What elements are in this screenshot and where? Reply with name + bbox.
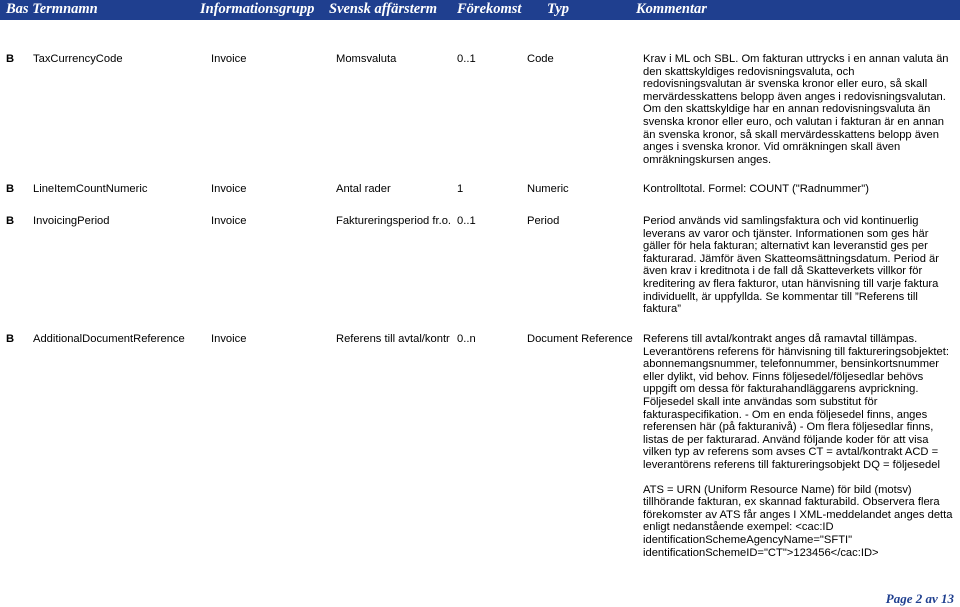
row-group: Invoice xyxy=(211,215,247,227)
table-header xyxy=(0,0,960,20)
header-svensk-affarsterm: Svensk affärsterm xyxy=(329,1,438,17)
row-marker: B xyxy=(6,53,15,65)
row-group: Invoice xyxy=(211,333,247,345)
row-term: LineItemCountNumeric xyxy=(33,183,148,195)
row-occurrence: 0..1 xyxy=(457,53,476,65)
header-kommentar: Kommentar xyxy=(636,1,707,17)
row-occurrence: 1 xyxy=(457,183,464,195)
row-group: Invoice xyxy=(211,183,247,195)
row-comment xyxy=(643,215,953,316)
row-comment-text: Krav i ML och SBL. Om fakturan uttrycks i en annan valuta än den skattskyldiges redovisningsvaluta, och redovisningsvalutan är svenska kronor eller euro, så skall mervärdesskattens belopp även anges i redovisningsvalutan. Om den skattskyldige har en annan redovisningsvaluta än svenska kronor eller euro, och valutan i fakturan är en annan än svenska kronor, så skall mervärdesskattens belopp även anges i svenska kronor. Vid omräkningen skall även omräkningskursen anges. xyxy=(643,53,949,166)
row-swedish-term: Referens till avtal/kontr xyxy=(336,333,450,345)
row-comment-text: Referens till avtal/kontrakt anges då ramavtal tillämpas. Leverantörens referens för hänvisning till faktureringsobjektet: abonnemangsnummer, telefonnummer, bensinkortsnummer eller dylikt, vid behov. Finns följesedel/följesedlar behövs uppgift om dessa för fakturahandläggarens avprickning. Följesedel skall inte användas som substitut för fakturaspecifikation. - Om en enda följesedel finns, anges referensen här (på fakturanivå) - Om flera följesedlar finns, listas de per fakturarad. Använd följande koder för att visa vilken typ av referens som avses CT = avtal/kontrakt ACD = leverantörens referens till faktureringsobjekt DQ = följesedel xyxy=(643,333,949,471)
row-type: Document Reference xyxy=(527,333,633,345)
row-swedish-term: Faktureringsperiod fr.o. xyxy=(336,215,452,227)
row-marker: B xyxy=(6,183,15,195)
row-term: TaxCurrencyCode xyxy=(33,53,123,65)
row-comment xyxy=(643,183,953,196)
row-swedish-term: Antal rader xyxy=(336,183,391,195)
row-comment-extra: ATS = URN (Uniform Resource Name) för bild (motsv) tillhörande fakturan, ex skannad fakturabild. Observera flera förekomster av ATS får anges I XML-meddelandet anges detta enligt nedanstående exempel: <cac:ID identificationSchemeAgencyName="SFTI" identificationSchemeID="CT">123456</cac:ID> xyxy=(643,483,953,559)
row-marker: B xyxy=(6,333,15,345)
row-group: Invoice xyxy=(211,53,247,65)
row-term: AdditionalDocumentReference xyxy=(33,333,185,345)
row-type: Numeric xyxy=(527,183,569,195)
row-term: InvoicingPeriod xyxy=(33,215,110,227)
header-informationsgrupp: Informationsgrupp xyxy=(200,1,315,17)
header-bas-termnamn: Bas Termnamn xyxy=(6,1,98,17)
row-type: Code xyxy=(527,53,554,65)
page-number: Page 2 av 13 xyxy=(885,591,954,606)
row-type: Period xyxy=(527,215,560,227)
row-comment xyxy=(643,333,953,559)
row-comment xyxy=(643,53,953,166)
row-comment-text: Kontrolltotal. Formel: COUNT ("Radnummer") xyxy=(643,183,869,195)
row-occurrence: 0..n xyxy=(457,333,476,345)
header-forekomst: Förekomst xyxy=(457,1,522,17)
row-comment-text: Period används vid samlingsfaktura och vid kontinuerlig leverans av varor och tjänster. Informationen som ges här gäller för hela fakturan; alternativt kan leveranstid ges per fakturarad. Jämför även Skatteomsättningsdatum. Period är även krav i kreditnota i de fall då Skatteverkets villkor för kreditering av flera fakturor, utan hänvisning till varje faktura individuellt, är uppfyllda. Se kommentar till ”Referens till faktura” xyxy=(643,215,939,316)
row-swedish-term: Momsvaluta xyxy=(336,53,397,65)
row-marker: B xyxy=(6,215,15,227)
row-occurrence: 0..1 xyxy=(457,215,476,227)
header-typ: Typ xyxy=(547,1,570,17)
